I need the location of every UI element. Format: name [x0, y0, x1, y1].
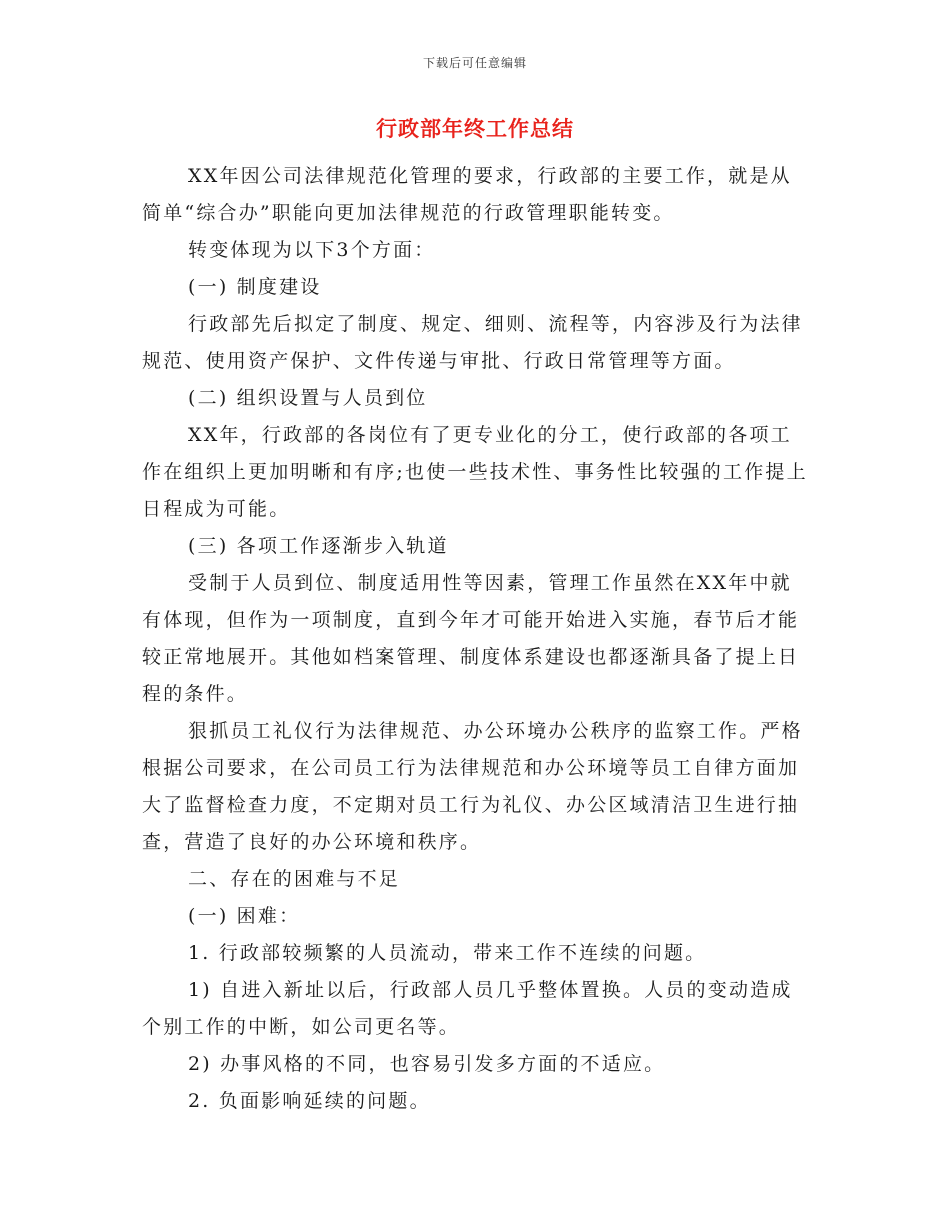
list-item-staff-turnover: 1. 行政部较频繁的人员流动，带来工作不连续的问题。	[188, 942, 707, 964]
paragraph-work-on-track: 受制于人员到位、制度适用性等因素，管理工作虽然在XX年中就有体现，但作为一项制度，直到今年才可能开始进入实施，春节后才能较正常地展开。其他如档案管理、制度体系建设也都逐渐具备了提上日程的条件。	[142, 572, 800, 705]
paragraph-transition: 转变体现为以下3个方面：	[188, 239, 436, 261]
document-title: 行政部年终工作总结	[376, 116, 574, 141]
section-heading-work-on-track: (三) 各项工作逐渐步入轨道	[188, 535, 449, 557]
paragraph-system-building: 行政部先后拟定了制度、规定、细则、流程等，内容涉及行为法律规范、使用资产保护、文件传递与审批、行政日常管理等方面。	[142, 313, 803, 372]
list-item-negative-impact: 2. 负面影响延续的问题。	[188, 1090, 431, 1112]
list-subitem-relocation: 1) 自进入新址以后，行政部人员几乎整体置换。人员的变动造成个别工作的中断，如公司更名等。	[142, 979, 793, 1038]
document-body	[142, 158, 810, 1120]
paragraph-organization: XX年，行政部的各岗位有了更专业化的分工，使行政部的各项工作在组织上更加明晰和有序;也使一些技术性、事务性比较强的工作提上日程成为可能。	[142, 424, 808, 520]
paragraph-supervision: 狠抓员工礼仪行为法律规范、办公环境办公秩序的监察工作。严格根据公司要求，在公司员工行为法律规范和办公环境等员工自律方面加大了监督检查力度，不定期对员工行为礼仪、办公区域清洁卫生进行抽查，营造了良好的办公环境和秩序。	[142, 720, 803, 853]
paragraph-intro: XX年因公司法律规范化管理的要求，行政部的主要工作，就是从简单“综合办”职能向更加法律规范的行政管理职能转变。	[142, 165, 792, 224]
section-heading-system-building: (一) 制度建设	[188, 276, 322, 298]
page-header-note: 下载后可任意编辑	[422, 56, 527, 70]
section-heading-organization: (二) 组织设置与人员到位	[188, 387, 428, 409]
subsection-heading-difficulties: (一) 困难：	[188, 905, 301, 927]
section-heading-difficulties: 二、存在的困难与不足	[188, 868, 401, 890]
list-subitem-work-style: 2) 办事风格的不同，也容易引发多方面的不适应。	[188, 1053, 666, 1075]
